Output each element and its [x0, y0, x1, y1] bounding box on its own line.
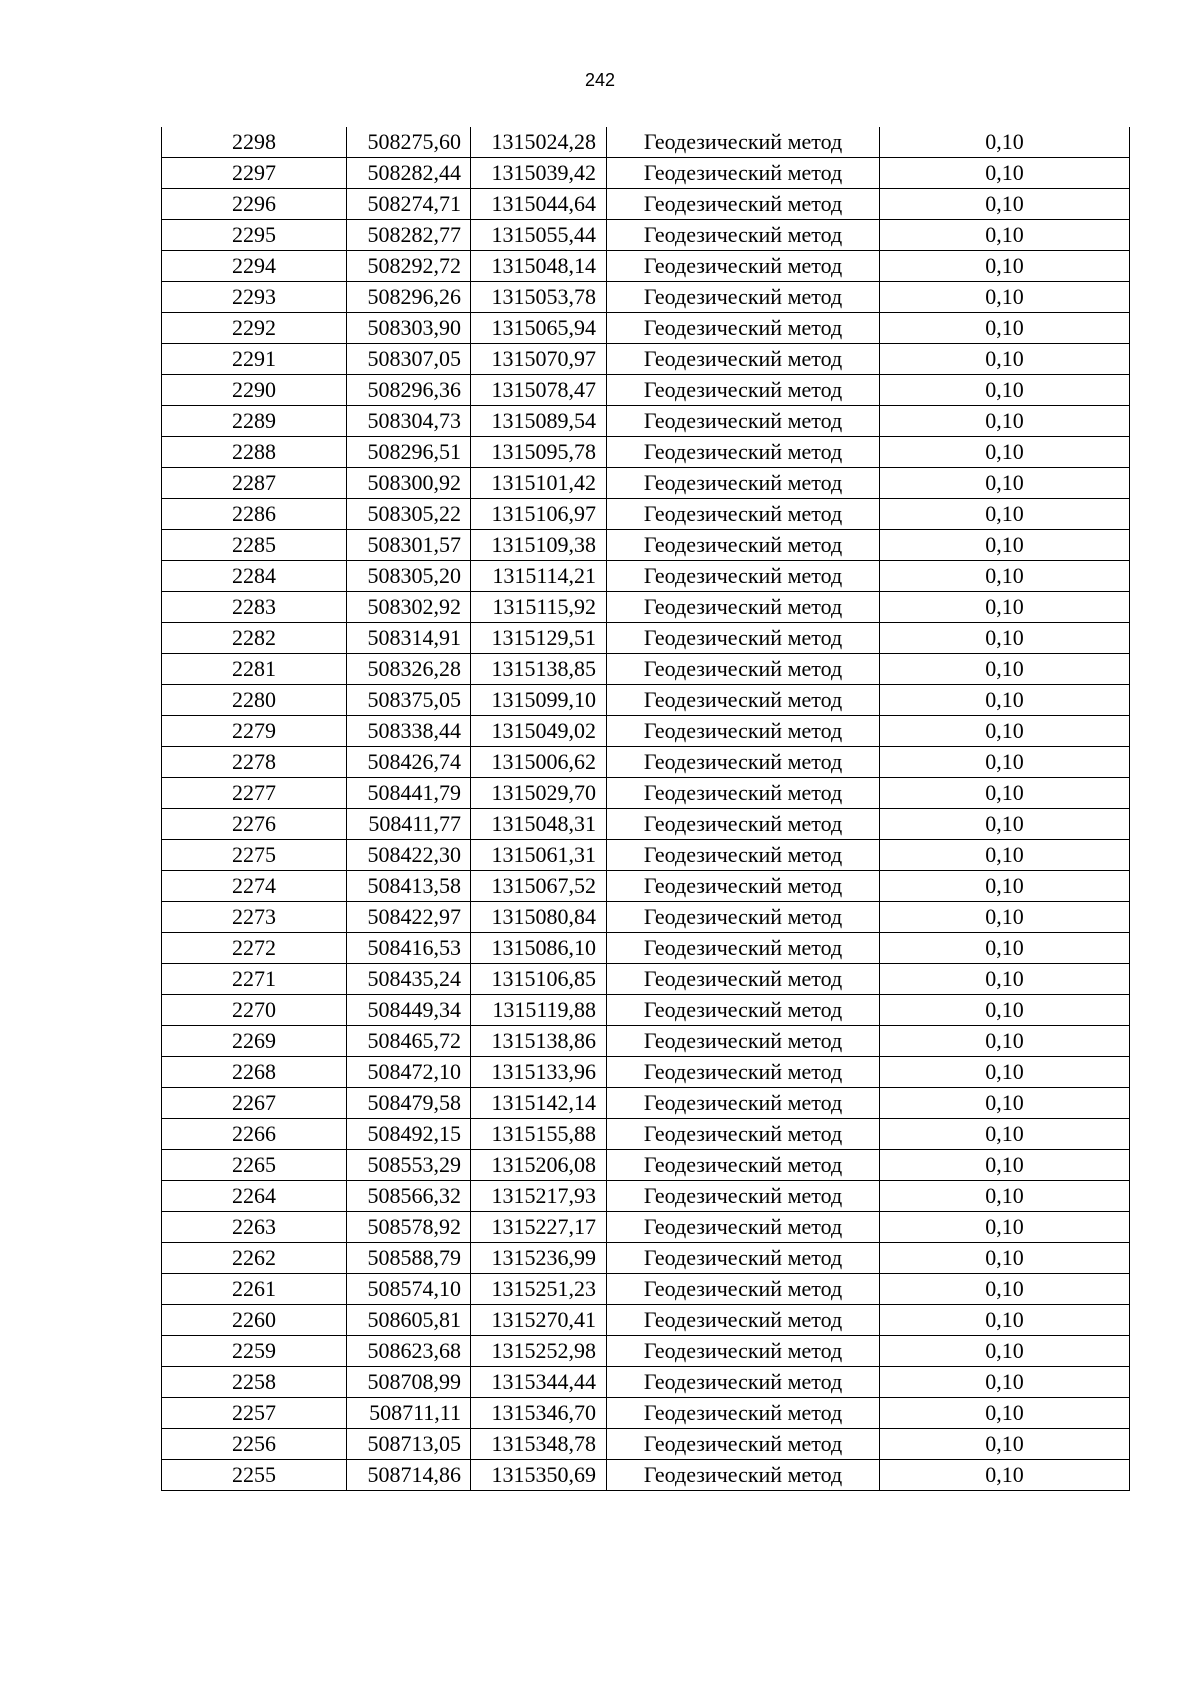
y-coordinate-cell: 1315039,42 [471, 158, 607, 189]
method-cell: Геодезический метод [607, 1026, 880, 1057]
accuracy-cell: 0,10 [880, 1274, 1130, 1305]
y-coordinate-cell: 1315106,85 [471, 964, 607, 995]
x-coordinate-cell: 508302,92 [347, 592, 471, 623]
x-coordinate-cell: 508578,92 [347, 1212, 471, 1243]
method-cell: Геодезический метод [607, 654, 880, 685]
point-number-cell: 2283 [162, 592, 347, 623]
y-coordinate-cell: 1315142,14 [471, 1088, 607, 1119]
point-number-cell: 2296 [162, 189, 347, 220]
point-number-cell: 2274 [162, 871, 347, 902]
y-coordinate-cell: 1315115,92 [471, 592, 607, 623]
accuracy-cell: 0,10 [880, 995, 1130, 1026]
method-cell: Геодезический метод [607, 871, 880, 902]
y-coordinate-cell: 1315109,38 [471, 530, 607, 561]
point-number-cell: 2282 [162, 623, 347, 654]
x-coordinate-cell: 508305,20 [347, 561, 471, 592]
table-row [162, 127, 1130, 158]
method-cell: Геодезический метод [607, 1305, 880, 1336]
table-row [162, 1181, 1130, 1212]
method-cell: Геодезический метод [607, 623, 880, 654]
table-row [162, 313, 1130, 344]
point-number-cell: 2263 [162, 1212, 347, 1243]
x-coordinate-cell: 508566,32 [347, 1181, 471, 1212]
table-row [162, 1336, 1130, 1367]
table-row [162, 592, 1130, 623]
method-cell: Геодезический метод [607, 1398, 880, 1429]
x-coordinate-cell: 508292,72 [347, 251, 471, 282]
method-cell: Геодезический метод [607, 530, 880, 561]
y-coordinate-cell: 1315089,54 [471, 406, 607, 437]
method-cell: Геодезический метод [607, 747, 880, 778]
method-cell: Геодезический метод [607, 592, 880, 623]
y-coordinate-cell: 1315344,44 [471, 1367, 607, 1398]
table-row [162, 871, 1130, 902]
method-cell: Геодезический метод [607, 1274, 880, 1305]
x-coordinate-cell: 508304,73 [347, 406, 471, 437]
x-coordinate-cell: 508275,60 [347, 127, 471, 158]
point-number-cell: 2266 [162, 1119, 347, 1150]
method-cell: Геодезический метод [607, 1460, 880, 1491]
y-coordinate-cell: 1315048,31 [471, 809, 607, 840]
point-number-cell: 2255 [162, 1460, 347, 1491]
accuracy-cell: 0,10 [880, 313, 1130, 344]
y-coordinate-cell: 1315138,86 [471, 1026, 607, 1057]
accuracy-cell: 0,10 [880, 778, 1130, 809]
x-coordinate-cell: 508375,05 [347, 685, 471, 716]
accuracy-cell: 0,10 [880, 685, 1130, 716]
table-row [162, 220, 1130, 251]
method-cell: Геодезический метод [607, 220, 880, 251]
table-row [162, 747, 1130, 778]
point-number-cell: 2285 [162, 530, 347, 561]
method-cell: Геодезический метод [607, 344, 880, 375]
accuracy-cell: 0,10 [880, 1305, 1130, 1336]
accuracy-cell: 0,10 [880, 189, 1130, 220]
y-coordinate-cell: 1315078,47 [471, 375, 607, 406]
table-row [162, 1212, 1130, 1243]
point-number-cell: 2281 [162, 654, 347, 685]
method-cell: Геодезический метод [607, 561, 880, 592]
accuracy-cell: 0,10 [880, 530, 1130, 561]
method-cell: Геодезический метод [607, 1429, 880, 1460]
table-row [162, 499, 1130, 530]
point-number-cell: 2278 [162, 747, 347, 778]
accuracy-cell: 0,10 [880, 964, 1130, 995]
y-coordinate-cell: 1315119,88 [471, 995, 607, 1026]
method-cell: Геодезический метод [607, 1212, 880, 1243]
table-row [162, 933, 1130, 964]
y-coordinate-cell: 1315350,69 [471, 1460, 607, 1491]
x-coordinate-cell: 508553,29 [347, 1150, 471, 1181]
accuracy-cell: 0,10 [880, 561, 1130, 592]
accuracy-cell: 0,10 [880, 1460, 1130, 1491]
table-row [162, 716, 1130, 747]
accuracy-cell: 0,10 [880, 375, 1130, 406]
x-coordinate-cell: 508472,10 [347, 1057, 471, 1088]
point-number-cell: 2290 [162, 375, 347, 406]
y-coordinate-cell: 1315067,52 [471, 871, 607, 902]
method-cell: Геодезический метод [607, 313, 880, 344]
table-row [162, 468, 1130, 499]
y-coordinate-cell: 1315080,84 [471, 902, 607, 933]
method-cell: Геодезический метод [607, 1243, 880, 1274]
x-coordinate-cell: 508282,77 [347, 220, 471, 251]
method-cell: Геодезический метод [607, 437, 880, 468]
point-number-cell: 2298 [162, 127, 347, 158]
coordinates-table-body [162, 127, 1130, 1491]
point-number-cell: 2295 [162, 220, 347, 251]
method-cell: Геодезический метод [607, 1088, 880, 1119]
x-coordinate-cell: 508449,34 [347, 995, 471, 1026]
accuracy-cell: 0,10 [880, 251, 1130, 282]
table-row [162, 1088, 1130, 1119]
table-row [162, 406, 1130, 437]
accuracy-cell: 0,10 [880, 1212, 1130, 1243]
x-coordinate-cell: 508296,36 [347, 375, 471, 406]
x-coordinate-cell: 508411,77 [347, 809, 471, 840]
y-coordinate-cell: 1315114,21 [471, 561, 607, 592]
point-number-cell: 2268 [162, 1057, 347, 1088]
x-coordinate-cell: 508426,74 [347, 747, 471, 778]
x-coordinate-cell: 508465,72 [347, 1026, 471, 1057]
method-cell: Геодезический метод [607, 468, 880, 499]
method-cell: Геодезический метод [607, 933, 880, 964]
point-number-cell: 2279 [162, 716, 347, 747]
y-coordinate-cell: 1315217,93 [471, 1181, 607, 1212]
accuracy-cell: 0,10 [880, 499, 1130, 530]
table-row [162, 902, 1130, 933]
point-number-cell: 2270 [162, 995, 347, 1026]
x-coordinate-cell: 508713,05 [347, 1429, 471, 1460]
table-row [162, 1057, 1130, 1088]
point-number-cell: 2256 [162, 1429, 347, 1460]
table-row [162, 840, 1130, 871]
table-row [162, 1026, 1130, 1057]
y-coordinate-cell: 1315095,78 [471, 437, 607, 468]
y-coordinate-cell: 1315227,17 [471, 1212, 607, 1243]
x-coordinate-cell: 508296,26 [347, 282, 471, 313]
accuracy-cell: 0,10 [880, 1336, 1130, 1367]
y-coordinate-cell: 1315348,78 [471, 1429, 607, 1460]
x-coordinate-cell: 508441,79 [347, 778, 471, 809]
y-coordinate-cell: 1315236,99 [471, 1243, 607, 1274]
method-cell: Геодезический метод [607, 158, 880, 189]
y-coordinate-cell: 1315129,51 [471, 623, 607, 654]
point-number-cell: 2286 [162, 499, 347, 530]
page-number: 242 [584, 70, 616, 90]
x-coordinate-cell: 508605,81 [347, 1305, 471, 1336]
x-coordinate-cell: 508326,28 [347, 654, 471, 685]
method-cell: Геодезический метод [607, 778, 880, 809]
y-coordinate-cell: 1315252,98 [471, 1336, 607, 1367]
point-number-cell: 2293 [162, 282, 347, 313]
accuracy-cell: 0,10 [880, 1026, 1130, 1057]
x-coordinate-cell: 508623,68 [347, 1336, 471, 1367]
accuracy-cell: 0,10 [880, 716, 1130, 747]
x-coordinate-cell: 508711,11 [347, 1398, 471, 1429]
accuracy-cell: 0,10 [880, 840, 1130, 871]
table-row [162, 1274, 1130, 1305]
table-row [162, 189, 1130, 220]
method-cell: Геодезический метод [607, 964, 880, 995]
method-cell: Геодезический метод [607, 189, 880, 220]
method-cell: Геодезический метод [607, 499, 880, 530]
accuracy-cell: 0,10 [880, 282, 1130, 313]
method-cell: Геодезический метод [607, 840, 880, 871]
accuracy-cell: 0,10 [880, 1057, 1130, 1088]
table-row [162, 437, 1130, 468]
x-coordinate-cell: 508314,91 [347, 623, 471, 654]
point-number-cell: 2291 [162, 344, 347, 375]
table-row [162, 995, 1130, 1026]
y-coordinate-cell: 1315049,02 [471, 716, 607, 747]
x-coordinate-cell: 508338,44 [347, 716, 471, 747]
y-coordinate-cell: 1315061,31 [471, 840, 607, 871]
accuracy-cell: 0,10 [880, 871, 1130, 902]
method-cell: Геодезический метод [607, 1181, 880, 1212]
y-coordinate-cell: 1315055,44 [471, 220, 607, 251]
method-cell: Геодезический метод [607, 375, 880, 406]
method-cell: Геодезический метод [607, 127, 880, 158]
x-coordinate-cell: 508416,53 [347, 933, 471, 964]
x-coordinate-cell: 508435,24 [347, 964, 471, 995]
table-row [162, 809, 1130, 840]
method-cell: Геодезический метод [607, 716, 880, 747]
point-number-cell: 2292 [162, 313, 347, 344]
x-coordinate-cell: 508479,58 [347, 1088, 471, 1119]
table-row [162, 158, 1130, 189]
method-cell: Геодезический метод [607, 1150, 880, 1181]
y-coordinate-cell: 1315044,64 [471, 189, 607, 220]
accuracy-cell: 0,10 [880, 623, 1130, 654]
method-cell: Геодезический метод [607, 809, 880, 840]
point-number-cell: 2275 [162, 840, 347, 871]
x-coordinate-cell: 508492,15 [347, 1119, 471, 1150]
point-number-cell: 2289 [162, 406, 347, 437]
method-cell: Геодезический метод [607, 685, 880, 716]
point-number-cell: 2262 [162, 1243, 347, 1274]
point-number-cell: 2284 [162, 561, 347, 592]
method-cell: Геодезический метод [607, 1367, 880, 1398]
coordinates-table [161, 127, 1130, 1491]
point-number-cell: 2273 [162, 902, 347, 933]
table-row [162, 1119, 1130, 1150]
y-coordinate-cell: 1315024,28 [471, 127, 607, 158]
table-row [162, 685, 1130, 716]
y-coordinate-cell: 1315346,70 [471, 1398, 607, 1429]
table-row [162, 964, 1130, 995]
y-coordinate-cell: 1315099,10 [471, 685, 607, 716]
accuracy-cell: 0,10 [880, 158, 1130, 189]
x-coordinate-cell: 508307,05 [347, 344, 471, 375]
y-coordinate-cell: 1315101,42 [471, 468, 607, 499]
accuracy-cell: 0,10 [880, 1429, 1130, 1460]
accuracy-cell: 0,10 [880, 1398, 1130, 1429]
table-row [162, 1398, 1130, 1429]
point-number-cell: 2257 [162, 1398, 347, 1429]
method-cell: Геодезический метод [607, 1057, 880, 1088]
y-coordinate-cell: 1315053,78 [471, 282, 607, 313]
table-row [162, 282, 1130, 313]
y-coordinate-cell: 1315065,94 [471, 313, 607, 344]
table-row [162, 344, 1130, 375]
point-number-cell: 2276 [162, 809, 347, 840]
point-number-cell: 2294 [162, 251, 347, 282]
table-row [162, 1150, 1130, 1181]
point-number-cell: 2280 [162, 685, 347, 716]
y-coordinate-cell: 1315206,08 [471, 1150, 607, 1181]
x-coordinate-cell: 508282,44 [347, 158, 471, 189]
point-number-cell: 2265 [162, 1150, 347, 1181]
point-number-cell: 2288 [162, 437, 347, 468]
point-number-cell: 2272 [162, 933, 347, 964]
table-row [162, 1429, 1130, 1460]
point-number-cell: 2267 [162, 1088, 347, 1119]
table-row [162, 561, 1130, 592]
accuracy-cell: 0,10 [880, 1150, 1130, 1181]
point-number-cell: 2277 [162, 778, 347, 809]
accuracy-cell: 0,10 [880, 933, 1130, 964]
y-coordinate-cell: 1315006,62 [471, 747, 607, 778]
point-number-cell: 2264 [162, 1181, 347, 1212]
y-coordinate-cell: 1315251,23 [471, 1274, 607, 1305]
table-row [162, 251, 1130, 282]
x-coordinate-cell: 508574,10 [347, 1274, 471, 1305]
accuracy-cell: 0,10 [880, 127, 1130, 158]
point-number-cell: 2287 [162, 468, 347, 499]
x-coordinate-cell: 508588,79 [347, 1243, 471, 1274]
accuracy-cell: 0,10 [880, 344, 1130, 375]
accuracy-cell: 0,10 [880, 592, 1130, 623]
point-number-cell: 2261 [162, 1274, 347, 1305]
point-number-cell: 2271 [162, 964, 347, 995]
method-cell: Геодезический метод [607, 406, 880, 437]
accuracy-cell: 0,10 [880, 1367, 1130, 1398]
point-number-cell: 2258 [162, 1367, 347, 1398]
x-coordinate-cell: 508305,22 [347, 499, 471, 530]
y-coordinate-cell: 1315133,96 [471, 1057, 607, 1088]
accuracy-cell: 0,10 [880, 406, 1130, 437]
accuracy-cell: 0,10 [880, 1181, 1130, 1212]
y-coordinate-cell: 1315270,41 [471, 1305, 607, 1336]
y-coordinate-cell: 1315106,97 [471, 499, 607, 530]
table-row [162, 375, 1130, 406]
x-coordinate-cell: 508422,30 [347, 840, 471, 871]
accuracy-cell: 0,10 [880, 809, 1130, 840]
x-coordinate-cell: 508708,99 [347, 1367, 471, 1398]
method-cell: Геодезический метод [607, 251, 880, 282]
y-coordinate-cell: 1315086,10 [471, 933, 607, 964]
accuracy-cell: 0,10 [880, 468, 1130, 499]
table-row [162, 654, 1130, 685]
method-cell: Геодезический метод [607, 902, 880, 933]
y-coordinate-cell: 1315138,85 [471, 654, 607, 685]
method-cell: Геодезический метод [607, 1336, 880, 1367]
table-row [162, 1243, 1130, 1274]
method-cell: Геодезический метод [607, 1119, 880, 1150]
point-number-cell: 2269 [162, 1026, 347, 1057]
accuracy-cell: 0,10 [880, 1119, 1130, 1150]
table-row [162, 1367, 1130, 1398]
point-number-cell: 2260 [162, 1305, 347, 1336]
accuracy-cell: 0,10 [880, 437, 1130, 468]
point-number-cell: 2297 [162, 158, 347, 189]
y-coordinate-cell: 1315029,70 [471, 778, 607, 809]
accuracy-cell: 0,10 [880, 1088, 1130, 1119]
x-coordinate-cell: 508413,58 [347, 871, 471, 902]
x-coordinate-cell: 508274,71 [347, 189, 471, 220]
y-coordinate-cell: 1315155,88 [471, 1119, 607, 1150]
table-row [162, 1460, 1130, 1491]
y-coordinate-cell: 1315070,97 [471, 344, 607, 375]
table-row [162, 1305, 1130, 1336]
table-row [162, 623, 1130, 654]
accuracy-cell: 0,10 [880, 902, 1130, 933]
accuracy-cell: 0,10 [880, 747, 1130, 778]
y-coordinate-cell: 1315048,14 [471, 251, 607, 282]
accuracy-cell: 0,10 [880, 654, 1130, 685]
x-coordinate-cell: 508300,92 [347, 468, 471, 499]
x-coordinate-cell: 508303,90 [347, 313, 471, 344]
accuracy-cell: 0,10 [880, 220, 1130, 251]
table-row [162, 530, 1130, 561]
accuracy-cell: 0,10 [880, 1243, 1130, 1274]
method-cell: Геодезический метод [607, 995, 880, 1026]
x-coordinate-cell: 508422,97 [347, 902, 471, 933]
method-cell: Геодезический метод [607, 282, 880, 313]
x-coordinate-cell: 508301,57 [347, 530, 471, 561]
table-row [162, 778, 1130, 809]
x-coordinate-cell: 508714,86 [347, 1460, 471, 1491]
point-number-cell: 2259 [162, 1336, 347, 1367]
x-coordinate-cell: 508296,51 [347, 437, 471, 468]
